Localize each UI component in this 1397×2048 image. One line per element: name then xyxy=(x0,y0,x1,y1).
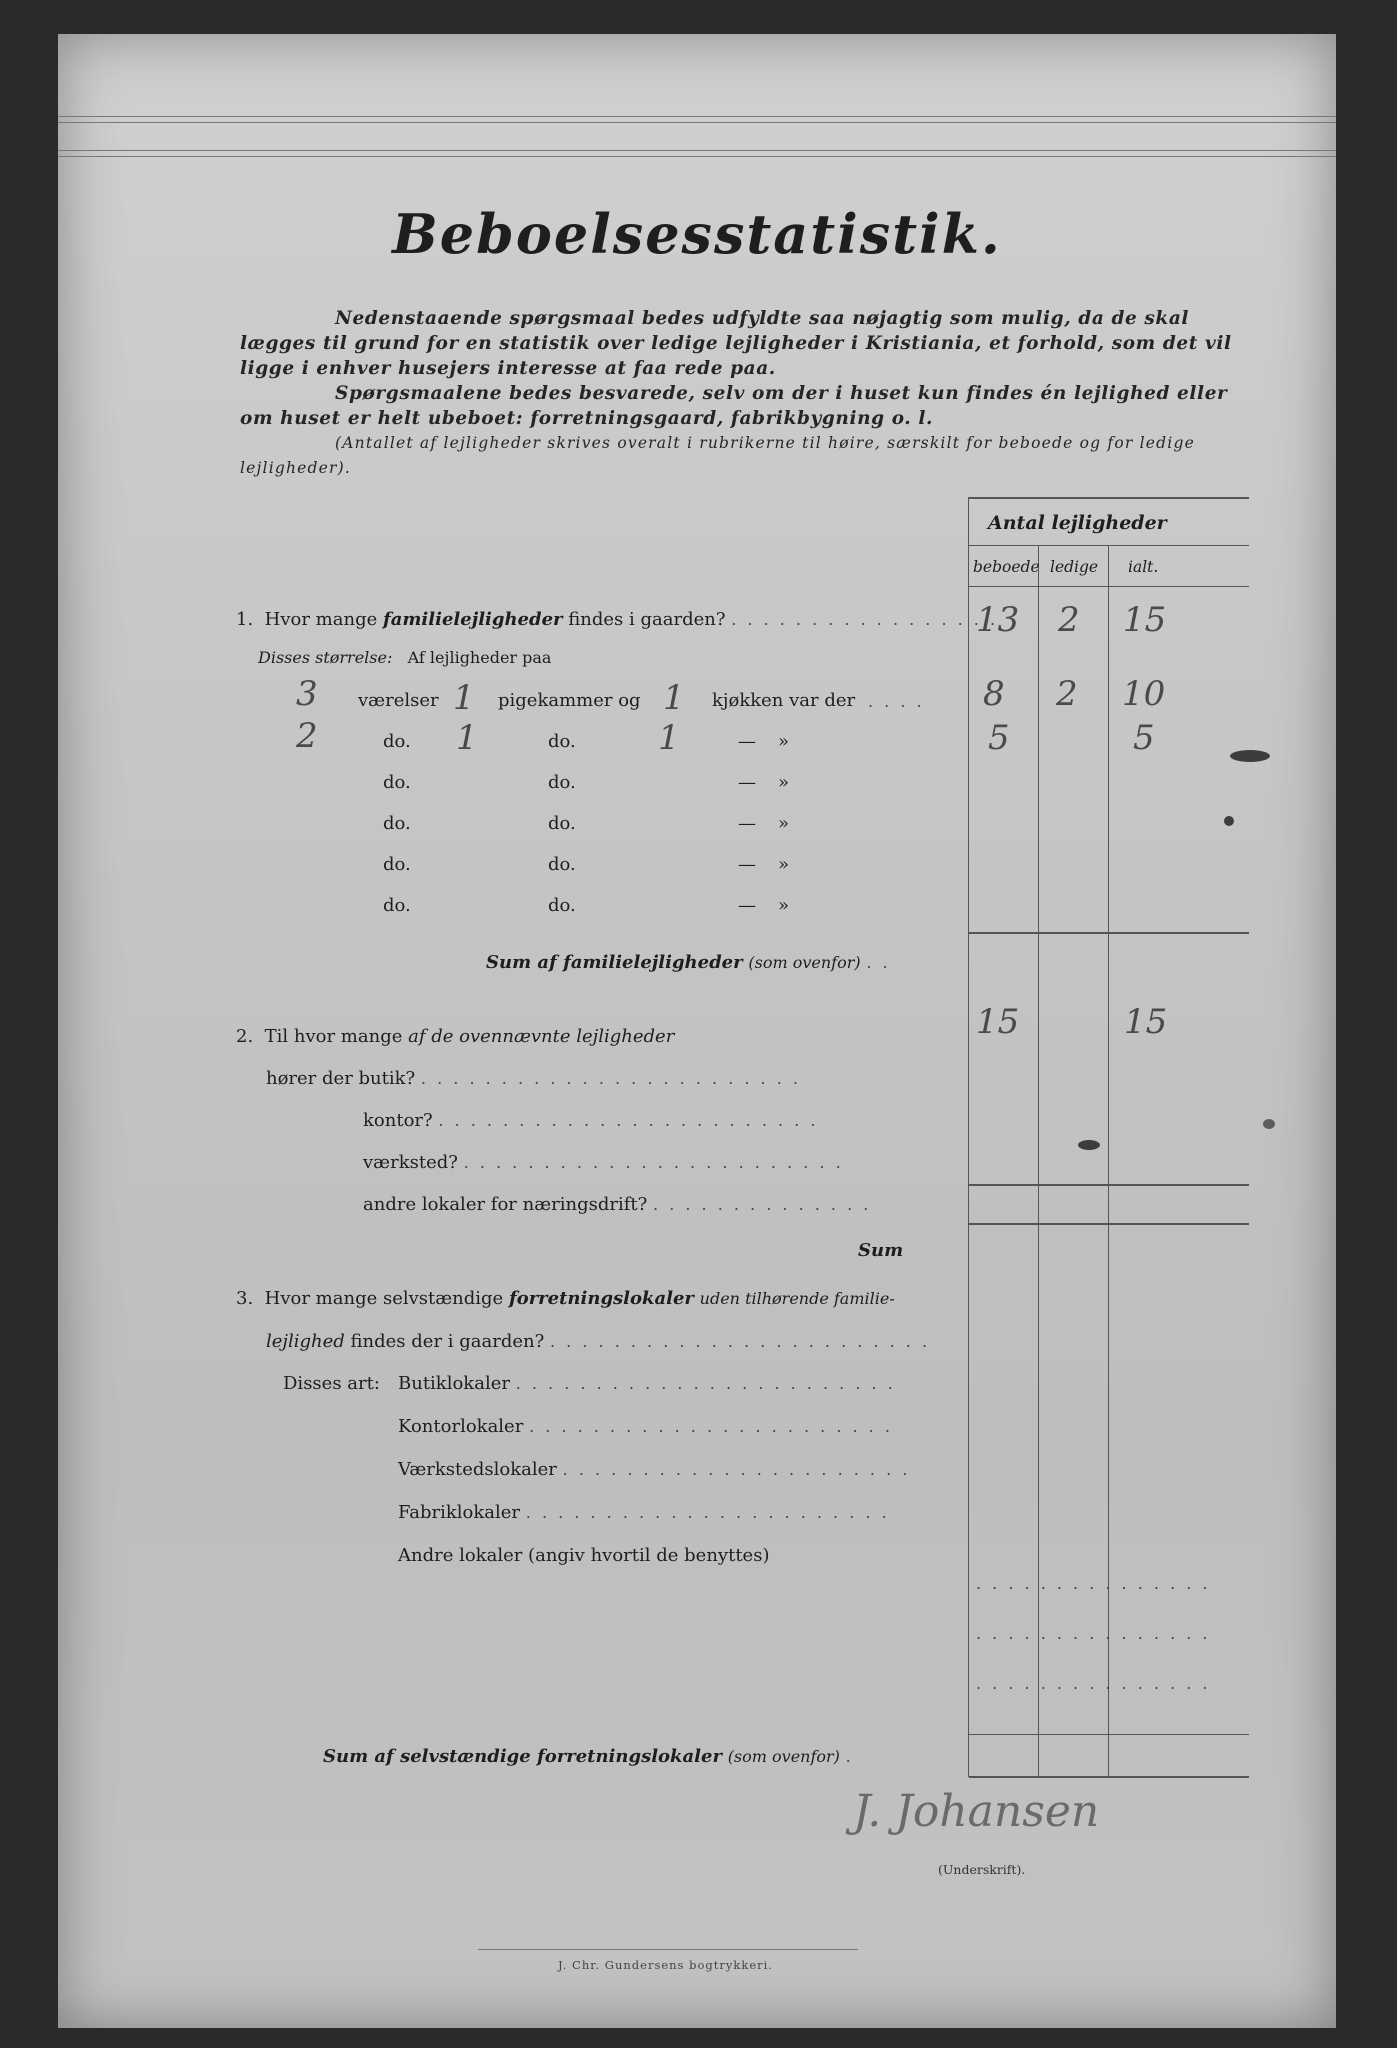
top-rule xyxy=(58,156,1336,157)
question-2-vaerksted: værksted? . . . . . . . . . . . . . . . . . . . . . . . . xyxy=(363,1152,844,1173)
label-comma: » xyxy=(778,854,790,875)
label-dash: — xyxy=(738,772,756,793)
label-comma: » xyxy=(778,772,790,793)
signature-label: (Underskrift). xyxy=(938,1862,1026,1877)
instruction-note: (Antallet af lejligheder skrives overalt i rubrikerne til høire, særskilt for beboede og for ledige lejligheder). xyxy=(240,434,1195,477)
question-2-andre: andre lokaler for næringsdrift? . . . . . . . . . . . . . . xyxy=(363,1194,872,1215)
question-2-butik: hører der butik? . . . . . . . . . . . . . . . . . . . . . . . . xyxy=(266,1068,801,1089)
handwritten-pigekammer: 1 xyxy=(453,678,475,718)
question-number: 1. xyxy=(236,609,254,630)
kind-vaerkstedslokaler: Værkstedslokaler . . . . . . . . . . . . . . . . . . . . . . xyxy=(398,1459,911,1480)
question-3: 3. Hvor mange selvstændige forretningslokaler uden tilhørende familie- xyxy=(236,1288,895,1309)
handwritten-vaerelser: 3 xyxy=(296,674,318,714)
answer-ialt: 15 xyxy=(1123,600,1167,640)
question-2-kontor: kontor? . . . . . . . . . . . . . . . . . . . . . . . . xyxy=(363,1110,819,1131)
label-do: do. xyxy=(548,731,576,752)
sum-forretningslokaler: Sum af selvstændige forretningslokaler (som ovenfor) . xyxy=(323,1746,854,1767)
leader-dots: . . . . . . . . . . . . . . . xyxy=(976,1624,1211,1643)
sum-answer-beboede: 15 xyxy=(976,1002,1020,1042)
handwritten-kjokken: 1 xyxy=(663,678,685,718)
answer-ialt: 10 xyxy=(1122,674,1166,714)
ink-mark xyxy=(1224,816,1234,826)
answer-beboede: 8 xyxy=(983,674,1005,714)
column-header-beboede: beboede xyxy=(973,558,1040,576)
leader-dots: . . . . . . . . . . . . . . . xyxy=(976,1674,1211,1693)
handwritten-kjokken: 1 xyxy=(658,718,680,758)
label-do: do. xyxy=(548,895,576,916)
sum-answer-ialt: 15 xyxy=(1124,1002,1168,1042)
label-do: do. xyxy=(548,854,576,875)
instructions xyxy=(240,306,1255,481)
label-dash: — xyxy=(738,813,756,834)
ink-mark xyxy=(1078,1140,1100,1150)
handwritten-vaerelser: 2 xyxy=(296,716,318,756)
question-emphasis: familielejligheder xyxy=(382,609,563,630)
ink-mark xyxy=(1230,750,1270,762)
top-rule xyxy=(58,122,1336,123)
sum-familielejligheder: Sum af familielejligheder (som ovenfor) . . xyxy=(486,952,891,973)
handwritten-pigekammer: 1 xyxy=(456,718,478,758)
kind-butiklokaler: Butiklokaler . . . . . . . . . . . . . . . . . . . . . . . . xyxy=(398,1373,896,1394)
label-do: do. xyxy=(383,731,411,752)
answer-beboede: 13 xyxy=(976,600,1020,640)
sum-rule xyxy=(969,1734,1249,1735)
answer-beboede: 5 xyxy=(988,718,1010,758)
kind-label: Disses art: xyxy=(283,1373,380,1394)
label-kjokken: kjøkken var der xyxy=(712,690,856,711)
question-text: findes i gaarden? xyxy=(568,609,726,630)
label-vaerelser: værelser xyxy=(358,690,439,711)
label-dash: — xyxy=(738,731,756,752)
table-group-rule xyxy=(969,545,1249,546)
page-title: Beboelsesstatistik. xyxy=(392,202,1002,266)
sum-rule xyxy=(969,1184,1249,1186)
answer-ialt: 5 xyxy=(1133,718,1155,758)
column-group-header: Antal lejligheder xyxy=(988,512,1167,534)
instruction-paragraph: Nedenstaaende spørgsmaal bedes udfyldte saa nøjagtig som mulig, da de skal lægges til grund for en statistik over ledige lejligheder i Kristiania, et forhold, som det vil ligge i enhver husejers interesse at faa rede paa. xyxy=(240,308,1232,379)
question-2-sum: Sum xyxy=(858,1240,904,1261)
label-do: do. xyxy=(383,854,411,875)
footer-rule xyxy=(478,1949,858,1950)
label-do: do. xyxy=(548,813,576,834)
column-header-ledige: ledige xyxy=(1050,558,1099,576)
printer-credit: J. Chr. Gundersens bogtrykkeri. xyxy=(558,1958,773,1972)
ink-mark xyxy=(1263,1119,1275,1129)
kind-andre: Andre lokaler (angiv hvortil de benyttes) xyxy=(398,1545,770,1566)
label-do: do. xyxy=(383,813,411,834)
table-bottom-rule xyxy=(969,1776,1249,1778)
label-dash: — xyxy=(738,854,756,875)
label-pigekammer: pigekammer og xyxy=(498,690,641,711)
label-comma: » xyxy=(778,731,790,752)
question-text: Hvor mange xyxy=(264,609,378,630)
question-2: 2. Til hvor mange af de ovennævnte lejligheder xyxy=(236,1026,675,1047)
signature-handwritten: J. Johansen xyxy=(853,1786,1100,1837)
sum-rule xyxy=(969,1223,1249,1225)
label-do: do. xyxy=(548,772,576,793)
answer-ledige: 2 xyxy=(1058,600,1080,640)
kind-fabriklokaler: Fabriklokaler . . . . . . . . . . . . . . . . . . . . . . . xyxy=(398,1502,890,1523)
leader-dots: . . . . . . . . . . . . . . . xyxy=(976,1574,1211,1593)
label-do: do. xyxy=(383,895,411,916)
table-col-line xyxy=(968,497,969,1777)
label-comma: » xyxy=(778,895,790,916)
label-comma: » xyxy=(778,813,790,834)
leader-dots: . . . . xyxy=(868,692,925,711)
question-1: 1. Hvor mange familielejligheder findes i gaarden? . . . . . . . . . . . . . . . . . xyxy=(236,609,999,630)
top-rule xyxy=(58,116,1336,117)
answer-ledige: 2 xyxy=(1056,674,1078,714)
sizes-label: Disses størrelse: Af lejligheder paa xyxy=(258,648,552,667)
kind-kontorlokaler: Kontorlokaler . . . . . . . . . . . . . . . . . . . . . . . xyxy=(398,1416,893,1437)
top-rule xyxy=(58,150,1336,151)
question-3-line2: lejlighed findes der i gaarden? . . . . . . . . . . . . . . . . . . . . . . . . xyxy=(266,1331,931,1352)
column-header-ialt: ialt. xyxy=(1128,558,1159,576)
sum-rule xyxy=(969,932,1249,934)
table-top-rule xyxy=(969,497,1249,499)
table-header-rule xyxy=(969,586,1249,587)
instruction-paragraph: Spørgsmaalene bedes besvarede, selv om der i huset kun findes én lejlighed eller om huset er helt ubeboet: forretningsgaard, fabrikbygning o. l. xyxy=(240,383,1228,429)
label-dash: — xyxy=(738,895,756,916)
label-do: do. xyxy=(383,772,411,793)
form-sheet xyxy=(58,34,1336,2028)
